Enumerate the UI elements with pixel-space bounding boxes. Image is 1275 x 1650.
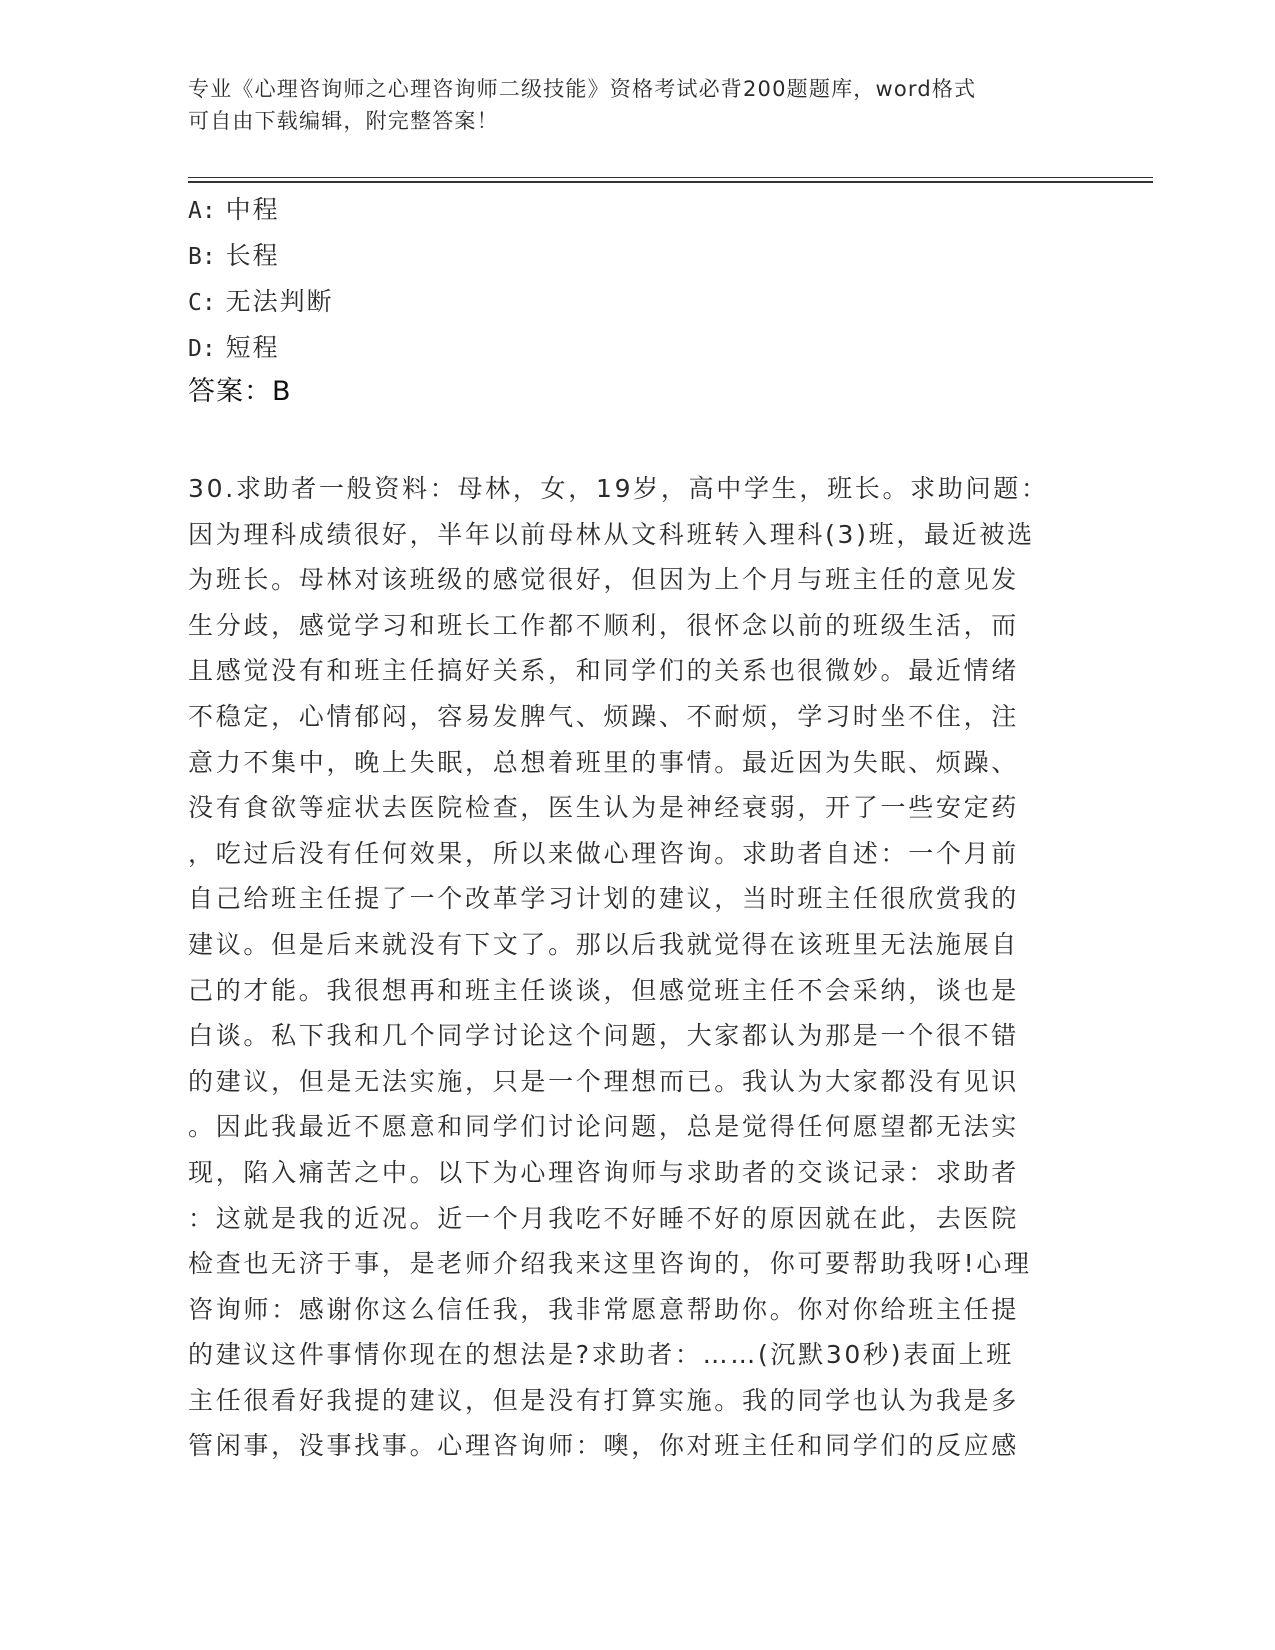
question-line: 的建议这件事情你现在的想法是?求助者：……(沉默30秒)表面上班 (188, 1340, 1014, 1370)
option-text: 长程 (225, 241, 280, 270)
question-line: 管闲事，没事找事。心理咨询师：噢，你对班主任和同学们的反应感 (188, 1431, 1020, 1461)
header-line: 可自由下载编辑，附完整答案！ (188, 109, 499, 133)
option-c (188, 279, 334, 325)
question-line: 不稳定，心情郁闷，容易发脾气、烦躁、不耐烦，学习时坐不住，注 (188, 701, 1020, 731)
option-letter: B: (188, 244, 216, 270)
question-line: 30.求助者一般资料：母林，女，19岁，高中学生，班长。求助问题： (188, 474, 1049, 503)
option-d (188, 325, 334, 371)
option-a (188, 187, 334, 233)
option-text: 无法判断 (225, 287, 334, 316)
question-30 (188, 466, 1068, 1469)
question-line: 没有食欲等症状去医院检查，医生认为是神经衰弱，开了一些安定药 (188, 793, 1020, 823)
question-line: 的建议，但是无法实施，只是一个理想而已。我认为大家都没有见识 (188, 1066, 1020, 1096)
question-line: 咨询师：感谢你这么信任我，我非常愿意帮助你。你对你给班主任提 (188, 1294, 1020, 1324)
question-line: 意力不集中，晚上失眠，总想着班里的事情。最近因为失眠、烦躁、 (188, 747, 1020, 777)
question-line: 且感觉没有和班主任搞好关系，和同学们的关系也很微妙。最近情绪 (188, 656, 1020, 686)
question-line: 因为理科成绩很好，半年以前母林从文科班转入理科(3)班，最近被选 (188, 519, 1035, 549)
option-text: 中程 (225, 195, 280, 224)
question-line: 检查也无济于事，是老师介绍我来这里咨询的，你可要帮助我呀!心理 (188, 1249, 1032, 1279)
question-line: 生分歧，感觉学习和班长工作都不顺利，很怀念以前的班级生活，而 (188, 610, 1020, 640)
option-letter: A: (188, 198, 216, 224)
option-letter: D: (188, 336, 216, 362)
answer-options (188, 187, 334, 371)
question-line: 白谈。私下我和几个同学讨论这个问题，大家都认为那是一个很不错 (188, 1021, 1020, 1051)
answer-key: 答案：B (188, 376, 292, 407)
question-line: 为班长。母林对该班级的感觉很好，但因为上个月与班主任的意见发 (188, 565, 1020, 595)
question-line: 现，陷入痛苦之中。以下为心理咨询师与求助者的交谈记录：求助者 (188, 1157, 1020, 1187)
question-line: 自己给班主任提了一个改革学习计划的建议，当时班主任很欣赏我的 (188, 884, 1020, 914)
question-line: 主任很看好我提的建议，但是没有打算实施。我的同学也认为我是多 (188, 1385, 1020, 1415)
question-line: ，吃过后没有任何效果，所以来做心理咨询。求助者自述：一个月前 (188, 838, 1020, 868)
question-line: 建议。但是后来就没有下文了。那以后我就觉得在该班里无法施展自 (188, 929, 1020, 959)
option-b (188, 233, 334, 279)
question-line: ：这就是我的近况。近一个月我吃不好睡不好的原因就在此，去医院 (188, 1203, 1020, 1233)
header-divider (188, 181, 1153, 183)
page-header (188, 73, 1068, 137)
question-line: 己的才能。我很想再和班主任谈谈，但感觉班主任不会采纳，谈也是 (188, 975, 1020, 1005)
option-letter: C: (188, 290, 216, 316)
header-divider (188, 177, 1153, 178)
option-text: 短程 (225, 333, 280, 362)
question-line: 。因此我最近不愿意和同学们讨论问题，总是觉得任何愿望都无法实 (188, 1112, 1020, 1142)
header-line: 专业《心理咨询师之心理咨询师二级技能》资格考试必背200题题库，word格式 (188, 77, 977, 101)
